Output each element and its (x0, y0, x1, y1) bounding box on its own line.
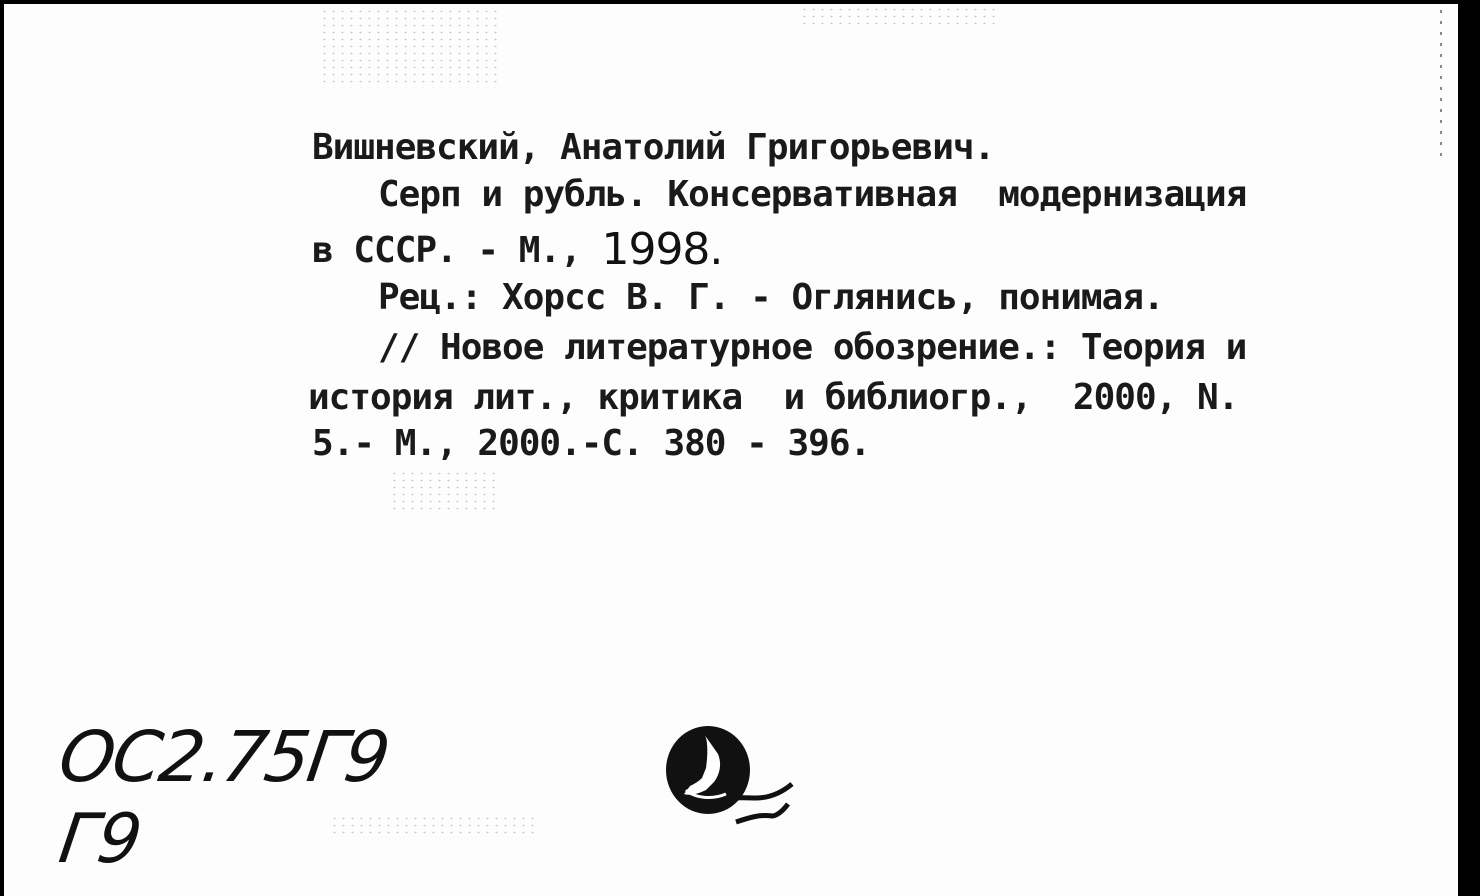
title-line-2 (312, 224, 723, 275)
scan-noise-line (1440, 10, 1442, 160)
card-border-top (0, 0, 1480, 4)
publication-place: в СССР. - М., (312, 230, 581, 271)
scan-speckle-top-right (800, 6, 1000, 24)
title-line-1: Серп и рубль. Консервативная модернизация (378, 174, 1247, 215)
review-line-1: Рец.: Хорсс В. Г. - Оглянись, понимая. (378, 277, 1164, 318)
scan-speckle-middle (390, 470, 500, 510)
scan-speckle-bottom (330, 815, 540, 837)
shelfmark-line-2: Г9 (54, 800, 147, 879)
review-line-4: 5.- М., 2000.-С. 380 - 396. (312, 423, 871, 464)
review-line-3: история лит., критика и библиогр., 2000, N. (308, 377, 1239, 418)
review-line-2: // Новое литературное обозрение.: Теория и (378, 327, 1247, 368)
author-heading: Вишневский, Анатолий Григорьевич. (312, 127, 995, 168)
shelfmark-line-1: ОС2.75Г9 (54, 716, 394, 798)
card-border-left (0, 0, 4, 896)
library-stamp-icon (664, 724, 804, 844)
card-border-right (1458, 0, 1480, 896)
handwritten-year: 1998. (601, 224, 723, 275)
scan-speckle-top (320, 8, 500, 88)
